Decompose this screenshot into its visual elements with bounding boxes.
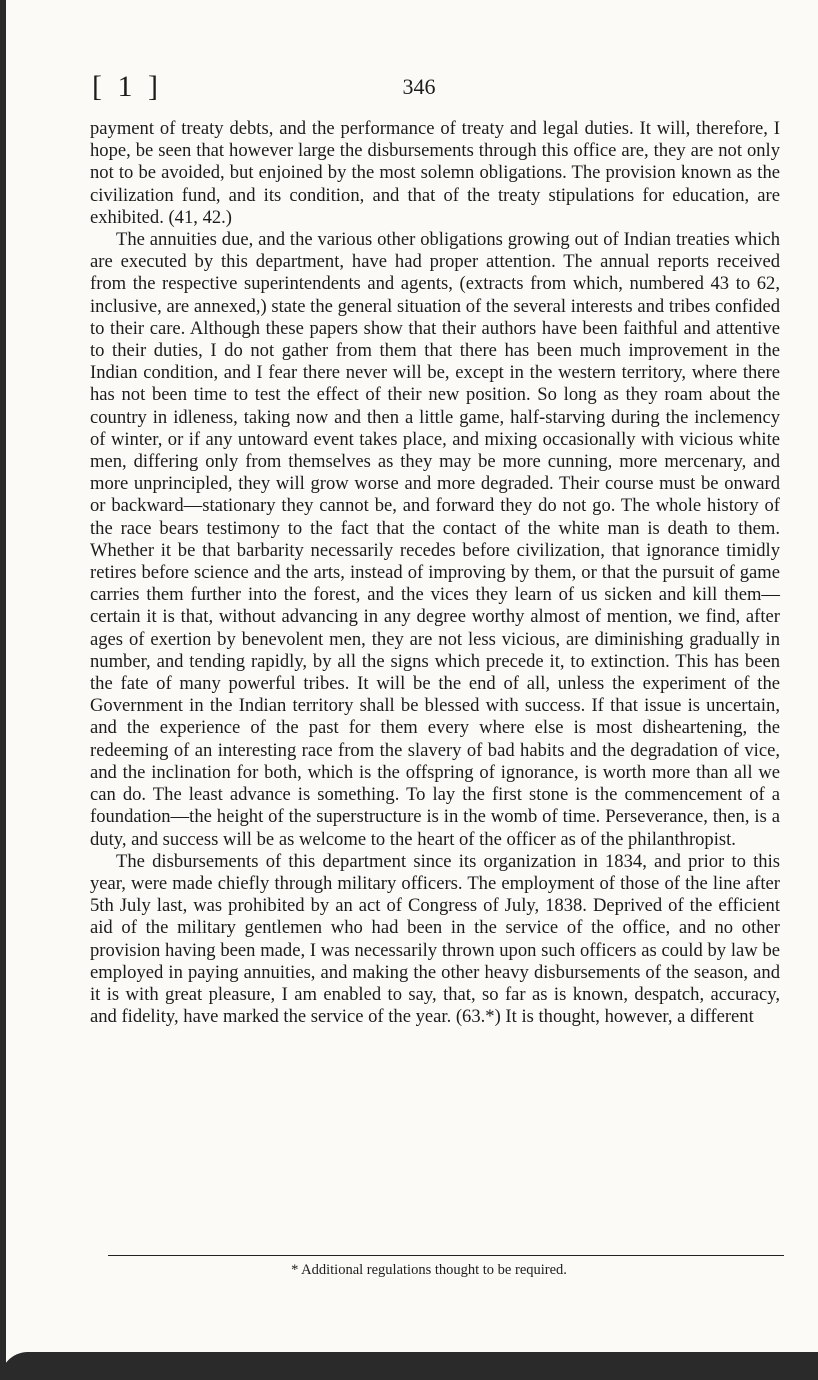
paragraph-disbursements: The disbursements of this department since its organization in 1834, and prior to this year, were made chiefly through military officers. The employment of those of the line after 5th July last, was prohibited by an act of Congress of July, 1838. Deprived of the efficient aid of the military gentlemen who had been in the service of the office, and no other provision having been made, I was necessarily thrown upon such officers as could by law be employed in paying annuities, and making the other heavy disbursements of the season, and it is with great pleasure, I am enabled to say, that, so far as is known, despatch, accuracy, and fidelity, have marked the service of the year. (63.*) It is thought, however, a different [90, 850, 780, 1028]
footnote: * Additional regulations thought to be required. [291, 1262, 567, 1278]
paragraph-annuities: The annuities due, and the various other obligations growing out of Indian treaties which are executed by this department, have had proper attention. The annual reports received from the respective superintendents and agents, (extracts from which, numbered 43 to 62, inclusive, are annexed,) state the general situation of the several interests and tribes confided to their care. Although these papers show that their authors have been faithful and attentive to their duties, I do not gather from them that there has been much improvement in the Indian condition, and I fear there never will be, except in the western territory, where there has not been time to test the effect of their new position. So long as they roam about the country in idleness, taking now and then a little game, half-starving during the inclemency of winter, or if any untoward event takes place, and mixing occasionally with vicious white men, differing only from themselves as they may be more cunning, more mercenary, and more unprincipled, they will grow worse and more degraded. Their course must be onward or backward—stationary they cannot be, and forward they do not go. The whole history of the race bears testimony to the fact that the contact of the white man is death to them. Whether it be that barbarity necessarily recedes before civilization, that ignorance timidly retires before science and the arts, instead of improving by them, or that the pursuit of game carries them further into the forest, and the vices they learn of us sicken and kill them—certain it is that, without advancing in any degree worthy almost of mention, we find, after ages of exertion by benevolent men, they are not less vicious, are diminishing gradually in number, and tending rapidly, by all the signs which precede it, to extinction. This has been the fate of many powerful tribes. It will be the end of all, unless the experiment of the Government in the Indian territory shall be blessed with success. If that issue is uncertain, and the experience of the past for them every where else is most disheartening, the redeeming of an interesting race from the slavery of bad habits and the degradation of vice, and the inclination for both, which is the offspring of ignorance, is worth more than all we can do. The least advance is something. To lay the first stone is the commencement of a foundation—the height of the superstructure is in the womb of time. Perseverance, then, is a duty, and success will be as welcome to the heart of the officer as of the philanthropist. [90, 229, 780, 850]
document-number: [ 1 ] [92, 70, 162, 103]
footnote-rule [108, 1255, 784, 1256]
body-text [90, 118, 780, 1028]
scan-edge-bottom [0, 1352, 818, 1380]
page-number: 346 [402, 74, 436, 99]
paragraph-continued: payment of treaty debts, and the performance of treaty and legal duties. It will, therefore, I hope, be seen that however large the disbursements through this office are, they are not only not to be avoided, but enjoined by the most solemn obligations. The provision known as the civilization fund, and its condition, and that of the treaty stipulations for education, are exhibited. (41, 42.) [90, 118, 780, 228]
scan-edge-left [0, 0, 6, 1380]
